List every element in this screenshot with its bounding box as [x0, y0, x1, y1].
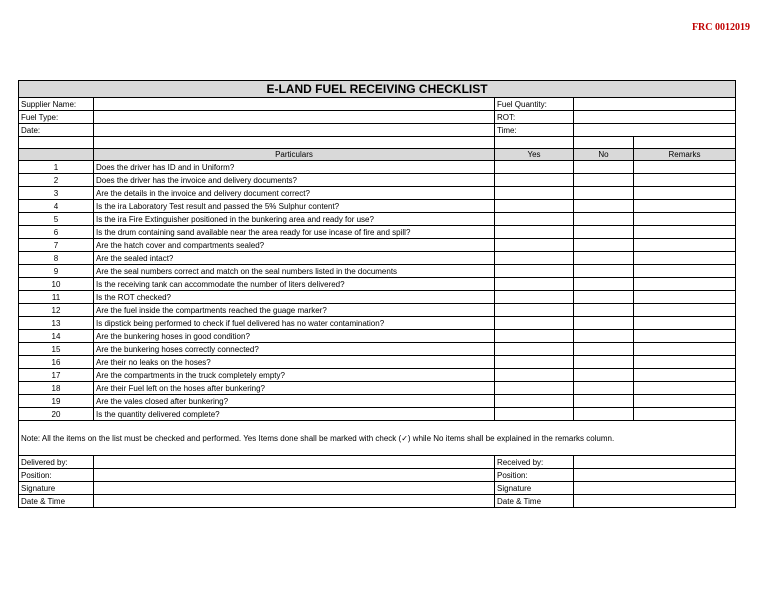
spacer-cell [495, 137, 574, 149]
item-text: Are the bunkering hoses correctly connected? [94, 343, 495, 356]
item-number: 15 [19, 343, 94, 356]
checklist-table [18, 80, 736, 508]
item-number: 11 [19, 291, 94, 304]
checklist-row [19, 265, 736, 278]
remarks-cell[interactable] [634, 278, 736, 291]
no-cell[interactable] [574, 382, 634, 395]
note-text: Note: All the items on the list must be checked and performed. Yes Items done shall be marked with check (✓) while No items shall be explained in the remarks column. [19, 421, 736, 456]
item-text: Does the driver has ID and in Uniform? [94, 161, 495, 174]
datetime-right-field[interactable] [574, 495, 736, 508]
signature-right-field[interactable] [574, 482, 736, 495]
remarks-cell[interactable] [634, 369, 736, 382]
datetime-right-label: Date & Time [495, 495, 574, 508]
no-cell[interactable] [574, 304, 634, 317]
item-text: Is the quantity delivered complete? [94, 408, 495, 421]
date-label: Date: [19, 124, 94, 137]
spacer-cell [94, 137, 495, 149]
delivered-by-field[interactable] [94, 456, 495, 469]
checklist-row [19, 408, 736, 421]
yes-cell[interactable] [495, 304, 574, 317]
checklist-row [19, 330, 736, 343]
spacer-cell [19, 137, 94, 149]
remarks-cell[interactable] [634, 304, 736, 317]
date-field[interactable] [94, 124, 495, 137]
item-number: 14 [19, 330, 94, 343]
column-header-row [19, 149, 736, 161]
header-particulars: Particulars [94, 149, 495, 161]
yes-cell[interactable] [495, 187, 574, 200]
remarks-cell[interactable] [634, 213, 736, 226]
item-number: 5 [19, 213, 94, 226]
no-cell[interactable] [574, 356, 634, 369]
remarks-cell[interactable] [634, 408, 736, 421]
item-number: 12 [19, 304, 94, 317]
signature-right-label: Signature [495, 482, 574, 495]
yes-cell[interactable] [495, 382, 574, 395]
received-by-label: Received by: [495, 456, 574, 469]
item-text: Are the vales closed after bunkering? [94, 395, 495, 408]
no-cell[interactable] [574, 213, 634, 226]
yes-cell[interactable] [495, 200, 574, 213]
time-label: Time: [495, 124, 574, 137]
remarks-cell[interactable] [634, 200, 736, 213]
no-cell[interactable] [574, 343, 634, 356]
document-code: FRC 0012019 [691, 22, 750, 33]
spacer-cell [634, 137, 736, 149]
yes-cell[interactable] [495, 356, 574, 369]
item-number: 2 [19, 174, 94, 187]
no-cell[interactable] [574, 408, 634, 421]
yes-cell[interactable] [495, 265, 574, 278]
item-text: Are the hatch cover and compartments sealed? [94, 239, 495, 252]
item-text: Are the details in the invoice and delivery document correct? [94, 187, 495, 200]
checklist-row [19, 395, 736, 408]
item-text: Are the seal numbers correct and match on the seal numbers listed in the documents [94, 265, 495, 278]
fuel-quantity-field[interactable] [574, 98, 736, 111]
checklist-row [19, 278, 736, 291]
yes-cell[interactable] [495, 226, 574, 239]
yes-cell[interactable] [495, 330, 574, 343]
item-number: 6 [19, 226, 94, 239]
position-left-field[interactable] [94, 469, 495, 482]
item-text: Are the compartments in the truck completely empty? [94, 369, 495, 382]
remarks-cell[interactable] [634, 330, 736, 343]
no-cell[interactable] [574, 187, 634, 200]
fuel-quantity-label: Fuel Quantity: [495, 98, 574, 111]
item-number: 8 [19, 252, 94, 265]
position-right-field[interactable] [574, 469, 736, 482]
checklist-row [19, 174, 736, 187]
item-text: Are the fuel inside the compartments reached the guage marker? [94, 304, 495, 317]
yes-cell[interactable] [495, 278, 574, 291]
position-left-label: Position: [19, 469, 94, 482]
position-right-label: Position: [495, 469, 574, 482]
checklist-row [19, 369, 736, 382]
checklist-row [19, 226, 736, 239]
checklist-row [19, 213, 736, 226]
no-cell[interactable] [574, 174, 634, 187]
yes-cell[interactable] [495, 252, 574, 265]
supplier-name-field[interactable] [94, 98, 495, 111]
checklist-row [19, 382, 736, 395]
item-number: 3 [19, 187, 94, 200]
yes-cell[interactable] [495, 161, 574, 174]
checklist-row [19, 252, 736, 265]
remarks-cell[interactable] [634, 382, 736, 395]
remarks-cell[interactable] [634, 343, 736, 356]
remarks-cell[interactable] [634, 265, 736, 278]
item-text: Is the receiving tank can accommodate the number of liters delivered? [94, 278, 495, 291]
item-text: Is the ira Laboratory Test result and passed the 5% Sulphur content? [94, 200, 495, 213]
item-text: Does the driver has the invoice and delivery documents? [94, 174, 495, 187]
item-text: Is the ira Fire Extinguisher positioned in the bunkering area and ready for use? [94, 213, 495, 226]
remarks-cell[interactable] [634, 356, 736, 369]
no-cell[interactable] [574, 278, 634, 291]
item-number: 16 [19, 356, 94, 369]
remarks-cell[interactable] [634, 395, 736, 408]
header-remarks: Remarks [634, 149, 736, 161]
signature-left-field[interactable] [94, 482, 495, 495]
yes-cell[interactable] [495, 369, 574, 382]
no-cell[interactable] [574, 265, 634, 278]
no-cell[interactable] [574, 226, 634, 239]
yes-cell[interactable] [495, 213, 574, 226]
no-cell[interactable] [574, 200, 634, 213]
supplier-name-label: Supplier Name: [19, 98, 94, 111]
no-cell[interactable] [574, 252, 634, 265]
remarks-cell[interactable] [634, 174, 736, 187]
item-text: Is the ROT checked? [94, 291, 495, 304]
no-cell[interactable] [574, 317, 634, 330]
rot-field[interactable] [574, 111, 736, 124]
remarks-cell[interactable] [634, 291, 736, 304]
yes-cell[interactable] [495, 174, 574, 187]
item-text: Are the sealed intact? [94, 252, 495, 265]
header-no: No [574, 149, 634, 161]
spacer-cell [574, 137, 634, 149]
no-cell[interactable] [574, 291, 634, 304]
delivered-by-label: Delivered by: [19, 456, 94, 469]
checklist-row [19, 239, 736, 252]
remarks-cell[interactable] [634, 317, 736, 330]
remarks-cell[interactable] [634, 239, 736, 252]
item-text: Are their no leaks on the hoses? [94, 356, 495, 369]
remarks-cell[interactable] [634, 252, 736, 265]
checklist-row [19, 356, 736, 369]
yes-cell[interactable] [495, 343, 574, 356]
header-number [19, 149, 94, 161]
datetime-left-label: Date & Time [19, 495, 94, 508]
checklist-row [19, 200, 736, 213]
no-cell[interactable] [574, 161, 634, 174]
time-field[interactable] [574, 124, 736, 137]
remarks-cell[interactable] [634, 161, 736, 174]
fuel-type-label: Fuel Type: [19, 111, 94, 124]
yes-cell[interactable] [495, 408, 574, 421]
item-number: 4 [19, 200, 94, 213]
yes-cell[interactable] [495, 395, 574, 408]
no-cell[interactable] [574, 395, 634, 408]
item-text: Are their Fuel left on the hoses after bunkering? [94, 382, 495, 395]
no-cell[interactable] [574, 369, 634, 382]
yes-cell[interactable] [495, 239, 574, 252]
checklist-row [19, 304, 736, 317]
checklist-row [19, 343, 736, 356]
checklist-title: E-LAND FUEL RECEIVING CHECKLIST [19, 81, 736, 98]
item-number: 1 [19, 161, 94, 174]
checklist-row [19, 187, 736, 200]
header-yes: Yes [495, 149, 574, 161]
no-cell[interactable] [574, 330, 634, 343]
datetime-left-field[interactable] [94, 495, 495, 508]
item-number: 20 [19, 408, 94, 421]
no-cell[interactable] [574, 239, 634, 252]
fuel-type-field[interactable] [94, 111, 495, 124]
rot-label: ROT: [495, 111, 574, 124]
item-text: Are the bunkering hoses in good condition? [94, 330, 495, 343]
yes-cell[interactable] [495, 317, 574, 330]
remarks-cell[interactable] [634, 187, 736, 200]
item-number: 19 [19, 395, 94, 408]
item-number: 18 [19, 382, 94, 395]
checklist-row [19, 161, 736, 174]
signature-left-label: Signature [19, 482, 94, 495]
received-by-field[interactable] [574, 456, 736, 469]
item-text: Is dipstick being performed to check if fuel delivered has no water contamination? [94, 317, 495, 330]
item-number: 9 [19, 265, 94, 278]
item-text: Is the drum containing sand available near the area ready for use incase of fire and spill? [94, 226, 495, 239]
yes-cell[interactable] [495, 291, 574, 304]
remarks-cell[interactable] [634, 226, 736, 239]
item-number: 17 [19, 369, 94, 382]
item-number: 13 [19, 317, 94, 330]
checklist-row [19, 317, 736, 330]
item-number: 7 [19, 239, 94, 252]
item-number: 10 [19, 278, 94, 291]
checklist-row [19, 291, 736, 304]
